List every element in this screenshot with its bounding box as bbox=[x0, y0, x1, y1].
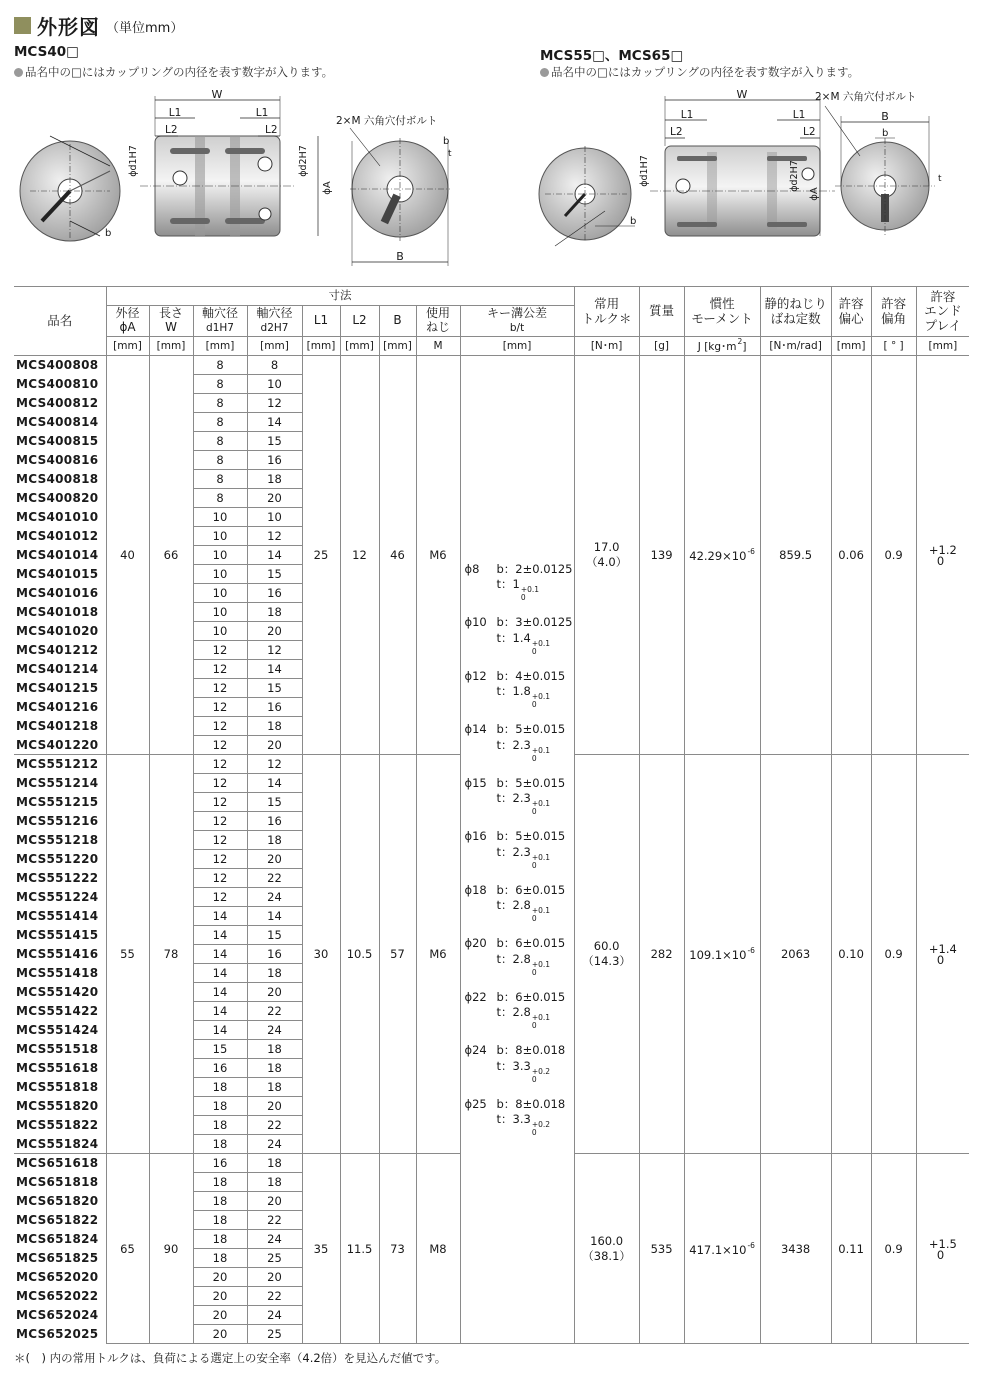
bore-d1: 10 bbox=[193, 546, 247, 565]
bore-d1: 12 bbox=[193, 812, 247, 831]
bore-d1: 10 bbox=[193, 603, 247, 622]
dim-l1: 25 bbox=[302, 356, 340, 755]
bore-d2: 22 bbox=[247, 1287, 302, 1306]
bore-d1: 14 bbox=[193, 945, 247, 964]
bore-d1: 16 bbox=[193, 1154, 247, 1173]
svg-text:t: t bbox=[938, 174, 942, 184]
bore-d2: 20 bbox=[247, 983, 302, 1002]
svg-text:ϕd2H7: ϕd2H7 bbox=[298, 145, 309, 177]
bore-d1: 18 bbox=[193, 1211, 247, 1230]
bore-d2: 18 bbox=[247, 470, 302, 489]
allowable-misalignment: 0.11 bbox=[831, 1154, 871, 1344]
bore-d1: 12 bbox=[193, 869, 247, 888]
bore-d2: 16 bbox=[247, 812, 302, 831]
key-tolerance-item: ϕ20 b：6±0.015 t：2.8 +0.1 0 bbox=[464, 936, 566, 977]
key-tolerance-item: ϕ10 b：3±0.0125 t：1.4 +0.1 0 bbox=[464, 615, 573, 656]
bore-d1: 12 bbox=[193, 717, 247, 736]
product-name: MCS401220 bbox=[14, 736, 106, 755]
bore-d2: 20 bbox=[247, 1192, 302, 1211]
bore-d1: 18 bbox=[193, 1249, 247, 1268]
product-name: MCS400815 bbox=[14, 432, 106, 451]
bore-d1: 8 bbox=[193, 432, 247, 451]
allowable-misalignment: 0.06 bbox=[831, 356, 871, 755]
bore-d2: 25 bbox=[247, 1325, 302, 1344]
product-name: MCS401015 bbox=[14, 565, 106, 584]
bore-d1: 18 bbox=[193, 1078, 247, 1097]
product-name: MCS652025 bbox=[14, 1325, 106, 1344]
bore-d1: 16 bbox=[193, 1059, 247, 1078]
key-tolerance-item: ϕ25 b：8±0.018 t：3.3 +0.2 0 bbox=[464, 1096, 566, 1138]
bore-d1: 12 bbox=[193, 641, 247, 660]
screw-size: M6 bbox=[416, 755, 460, 1154]
svg-text:2×M 六角穴付ボルト: 2×M 六角穴付ボルト bbox=[336, 115, 438, 127]
mcs55-65-drawing bbox=[535, 86, 990, 276]
bore-d1: 12 bbox=[193, 755, 247, 774]
torsional-stiffness: 2063 bbox=[760, 755, 831, 1154]
key-tolerance-item: ϕ14 b：5±0.015 t：2.3 +0.1 0 bbox=[464, 722, 566, 763]
bore-d2: 12 bbox=[247, 755, 302, 774]
bore-d2: 18 bbox=[247, 1173, 302, 1192]
unit-a: [mm] bbox=[106, 337, 149, 356]
bore-d1: 18 bbox=[193, 1097, 247, 1116]
header-square-icon bbox=[14, 17, 31, 34]
unit-mass: [g] bbox=[639, 337, 684, 356]
product-name: MCS652022 bbox=[14, 1287, 106, 1306]
unit-stiffness: [N･m/rad] bbox=[760, 337, 831, 356]
page-title: 外形図 bbox=[37, 14, 100, 39]
bore-d1: 12 bbox=[193, 736, 247, 755]
product-name: MCS651820 bbox=[14, 1192, 106, 1211]
bore-d2: 20 bbox=[247, 1097, 302, 1116]
bore-d1: 12 bbox=[193, 698, 247, 717]
bore-d1: 15 bbox=[193, 1040, 247, 1059]
footnote: ＊( ) 内の常用トルクは、負荷による選定上の安全率（4.2倍）を見込んだ値です。 bbox=[14, 1351, 447, 1365]
product-name: MCS551220 bbox=[14, 850, 106, 869]
col-mass: 質量 bbox=[639, 287, 684, 337]
dim-b: 73 bbox=[379, 1154, 416, 1344]
bore-d1: 20 bbox=[193, 1268, 247, 1287]
right-note: 品名中の□にはカップリングの内径を表す数字が入ります。 bbox=[540, 64, 859, 80]
bore-d2: 15 bbox=[247, 793, 302, 812]
product-name: MCS401214 bbox=[14, 660, 106, 679]
bore-d2: 14 bbox=[247, 660, 302, 679]
product-name: MCS551215 bbox=[14, 793, 106, 812]
product-name: MCS400820 bbox=[14, 489, 106, 508]
bore-d2: 20 bbox=[247, 622, 302, 641]
allowable-angle: 0.9 bbox=[871, 1154, 916, 1344]
col-d1: 軸穴径 d1H7 bbox=[193, 306, 247, 337]
allowable-misalignment: 0.10 bbox=[831, 755, 871, 1154]
product-name: MCS551224 bbox=[14, 888, 106, 907]
bore-d1: 10 bbox=[193, 584, 247, 603]
outer-diameter: 55 bbox=[106, 755, 149, 1154]
bore-d2: 10 bbox=[247, 508, 302, 527]
bore-d1: 14 bbox=[193, 1021, 247, 1040]
table-row bbox=[14, 356, 969, 375]
bore-d2: 22 bbox=[247, 1211, 302, 1230]
svg-text:L2: L2 bbox=[803, 126, 816, 138]
spec-table bbox=[14, 286, 969, 1344]
bore-d1: 8 bbox=[193, 451, 247, 470]
col-stiffness: 静的ねじり ばね定数 bbox=[760, 287, 831, 337]
bore-d1: 12 bbox=[193, 660, 247, 679]
rated-torque: 60.0 （14.3） bbox=[574, 755, 639, 1154]
product-name: MCS551414 bbox=[14, 907, 106, 926]
product-name: MCS400816 bbox=[14, 451, 106, 470]
col-l2: L2 bbox=[340, 306, 379, 337]
svg-text:L2: L2 bbox=[670, 126, 683, 138]
product-name: MCS401010 bbox=[14, 508, 106, 527]
bore-d1: 12 bbox=[193, 850, 247, 869]
allowable-end-play: +1.2 0 bbox=[916, 356, 969, 755]
bore-d1: 12 bbox=[193, 831, 247, 850]
bore-d2: 15 bbox=[247, 679, 302, 698]
bore-d2: 12 bbox=[247, 527, 302, 546]
unit-w: [mm] bbox=[149, 337, 193, 356]
unit-label: （単位mm） bbox=[106, 21, 184, 36]
product-name: MCS651824 bbox=[14, 1230, 106, 1249]
bore-d2: 18 bbox=[247, 1154, 302, 1173]
bore-d1: 14 bbox=[193, 1002, 247, 1021]
key-tolerance-item: ϕ8 b：2±0.0125 t：1 +0.1 0 bbox=[464, 561, 573, 603]
bore-d2: 24 bbox=[247, 1021, 302, 1040]
bore-d1: 12 bbox=[193, 793, 247, 812]
product-name: MCS551416 bbox=[14, 945, 106, 964]
product-name: MCS551415 bbox=[14, 926, 106, 945]
bore-d1: 20 bbox=[193, 1306, 247, 1325]
bore-d2: 24 bbox=[247, 1230, 302, 1249]
bore-d1: 14 bbox=[193, 964, 247, 983]
bore-d1: 12 bbox=[193, 679, 247, 698]
unit-ang: [ ° ] bbox=[871, 337, 916, 356]
product-name: MCS551818 bbox=[14, 1078, 106, 1097]
key-tolerance-cell bbox=[460, 356, 574, 1344]
bore-d1: 14 bbox=[193, 907, 247, 926]
unit-ecc: [mm] bbox=[831, 337, 871, 356]
product-name: MCS652020 bbox=[14, 1268, 106, 1287]
col-ang: 許容 偏角 bbox=[871, 287, 916, 337]
product-name: MCS651818 bbox=[14, 1173, 106, 1192]
bore-d2: 22 bbox=[247, 869, 302, 888]
bore-d2: 18 bbox=[247, 1040, 302, 1059]
product-name: MCS551218 bbox=[14, 831, 106, 850]
product-name: MCS401012 bbox=[14, 527, 106, 546]
dim-l2: 12 bbox=[340, 356, 379, 755]
bore-d1: 10 bbox=[193, 508, 247, 527]
product-name: MCS401216 bbox=[14, 698, 106, 717]
bore-d2: 25 bbox=[247, 1249, 302, 1268]
svg-text:L2: L2 bbox=[165, 124, 178, 136]
col-m: 使用 ねじ bbox=[416, 306, 460, 337]
product-name: MCS551418 bbox=[14, 964, 106, 983]
product-name: MCS551518 bbox=[14, 1040, 106, 1059]
bore-d2: 18 bbox=[247, 831, 302, 850]
product-name: MCS551424 bbox=[14, 1021, 106, 1040]
bore-d2: 22 bbox=[247, 1002, 302, 1021]
moment-of-inertia: $417.1\times 10^{-6}$ bbox=[684, 1154, 760, 1344]
bore-d2: 24 bbox=[247, 1306, 302, 1325]
product-name: MCS551822 bbox=[14, 1116, 106, 1135]
col-play: 許容 エンド プレイ bbox=[916, 287, 969, 337]
product-name: MCS551212 bbox=[14, 755, 106, 774]
col-a: 外径 ϕA bbox=[106, 306, 149, 337]
bore-d1: 18 bbox=[193, 1135, 247, 1154]
torsional-stiffness: 859.5 bbox=[760, 356, 831, 755]
bore-d1: 8 bbox=[193, 375, 247, 394]
bore-d2: 20 bbox=[247, 1268, 302, 1287]
svg-text:W: W bbox=[736, 88, 748, 101]
length: 78 bbox=[149, 755, 193, 1154]
bore-d2: 18 bbox=[247, 1059, 302, 1078]
bore-d1: 10 bbox=[193, 622, 247, 641]
product-name: MCS400808 bbox=[14, 356, 106, 375]
bore-d2: 15 bbox=[247, 565, 302, 584]
product-name: MCS551824 bbox=[14, 1135, 106, 1154]
unit-m: M bbox=[416, 337, 460, 356]
unit-play: [mm] bbox=[916, 337, 969, 356]
bore-d2: 14 bbox=[247, 546, 302, 565]
svg-text:t: t bbox=[448, 149, 452, 159]
key-tolerance-item: ϕ22 b：6±0.015 t：2.8 +0.1 0 bbox=[464, 989, 566, 1031]
rated-torque: 160.0 （38.1） bbox=[574, 1154, 639, 1344]
svg-text:L1: L1 bbox=[168, 107, 182, 119]
svg-text:b: b bbox=[443, 136, 450, 147]
bore-d2: 15 bbox=[247, 432, 302, 451]
product-name: MCS652024 bbox=[14, 1306, 106, 1325]
bore-d2: 14 bbox=[247, 907, 302, 926]
bore-d1: 10 bbox=[193, 565, 247, 584]
length: 66 bbox=[149, 356, 193, 755]
bore-d1: 14 bbox=[193, 983, 247, 1002]
bore-d1: 8 bbox=[193, 470, 247, 489]
product-name: MCS551618 bbox=[14, 1059, 106, 1078]
bore-d2: 24 bbox=[247, 1135, 302, 1154]
mass: 535 bbox=[639, 1154, 684, 1344]
product-name: MCS401218 bbox=[14, 717, 106, 736]
screw-size: M8 bbox=[416, 1154, 460, 1344]
svg-text:b: b bbox=[630, 216, 637, 227]
product-name: MCS651825 bbox=[14, 1249, 106, 1268]
bore-d2: 18 bbox=[247, 1078, 302, 1097]
torsional-stiffness: 3438 bbox=[760, 1154, 831, 1344]
product-name: MCS401212 bbox=[14, 641, 106, 660]
product-name: MCS551216 bbox=[14, 812, 106, 831]
svg-text:ϕd1H7: ϕd1H7 bbox=[639, 155, 650, 187]
unit-d1: [mm] bbox=[193, 337, 247, 356]
allowable-end-play: +1.4 0 bbox=[916, 755, 969, 1154]
bore-d2: 20 bbox=[247, 489, 302, 508]
unit-b: [mm] bbox=[379, 337, 416, 356]
product-name: MCS551820 bbox=[14, 1097, 106, 1116]
bullet-icon bbox=[540, 68, 549, 77]
bore-d1: 18 bbox=[193, 1173, 247, 1192]
svg-text:ϕd2H7: ϕd2H7 bbox=[789, 160, 800, 192]
right-model-name: MCS55□、MCS65□ bbox=[540, 48, 684, 64]
bore-d2: 8 bbox=[247, 356, 302, 375]
product-name: MCS551422 bbox=[14, 1002, 106, 1021]
dim-l1: 30 bbox=[302, 755, 340, 1154]
bore-d2: 16 bbox=[247, 451, 302, 470]
product-name: MCS401215 bbox=[14, 679, 106, 698]
bore-d1: 18 bbox=[193, 1116, 247, 1135]
svg-text:ϕA: ϕA bbox=[322, 181, 333, 195]
svg-text:b: b bbox=[882, 128, 889, 139]
key-tolerance-item: ϕ15 b：5±0.015 t：2.3 +0.1 0 bbox=[464, 775, 566, 817]
allowable-end-play: +1.5 0 bbox=[916, 1154, 969, 1344]
svg-text:2×M 六角穴付ボルト: 2×M 六角穴付ボルト bbox=[815, 91, 917, 103]
svg-text:L1: L1 bbox=[792, 109, 806, 121]
bore-d1: 8 bbox=[193, 489, 247, 508]
bore-d2: 15 bbox=[247, 926, 302, 945]
bore-d1: 14 bbox=[193, 926, 247, 945]
svg-text:L1: L1 bbox=[680, 109, 694, 121]
product-name: MCS551420 bbox=[14, 983, 106, 1002]
col-dims: 寸法 bbox=[106, 287, 574, 306]
dim-l2: 11.5 bbox=[340, 1154, 379, 1344]
mass: 139 bbox=[639, 356, 684, 755]
rated-torque: 17.0 （4.0） bbox=[574, 356, 639, 755]
bore-d2: 20 bbox=[247, 850, 302, 869]
product-name: MCS551214 bbox=[14, 774, 106, 793]
svg-text:L1: L1 bbox=[255, 107, 269, 119]
screw-size: M6 bbox=[416, 356, 460, 755]
product-name: MCS400818 bbox=[14, 470, 106, 489]
bore-d2: 12 bbox=[247, 641, 302, 660]
mass: 282 bbox=[639, 755, 684, 1154]
product-name: MCS400814 bbox=[14, 413, 106, 432]
unit-d2: [mm] bbox=[247, 337, 302, 356]
product-name: MCS400812 bbox=[14, 394, 106, 413]
svg-text:B: B bbox=[881, 110, 889, 123]
moment-of-inertia: $42.29\times 10^{-6}$ bbox=[684, 356, 760, 755]
svg-text:b: b bbox=[105, 228, 112, 239]
unit-key: [mm] bbox=[460, 337, 574, 356]
bore-d1: 12 bbox=[193, 888, 247, 907]
key-tolerance-item: ϕ18 b：6±0.015 t：2.8 +0.1 0 bbox=[464, 882, 566, 924]
length: 90 bbox=[149, 1154, 193, 1344]
product-name: MCS401020 bbox=[14, 622, 106, 641]
bore-d1: 8 bbox=[193, 394, 247, 413]
section-header bbox=[14, 12, 183, 38]
bore-d1: 18 bbox=[193, 1230, 247, 1249]
moment-of-inertia: $109.1\times 10^{-6}$ bbox=[684, 755, 760, 1154]
product-name: MCS651822 bbox=[14, 1211, 106, 1230]
left-model-name: MCS40□ bbox=[14, 44, 79, 60]
bore-d2: 20 bbox=[247, 736, 302, 755]
allowable-angle: 0.9 bbox=[871, 356, 916, 755]
product-name: MCS551222 bbox=[14, 869, 106, 888]
product-name: MCS401014 bbox=[14, 546, 106, 565]
dim-l1: 35 bbox=[302, 1154, 340, 1344]
bore-d2: 18 bbox=[247, 603, 302, 622]
left-note: 品名中の□にはカップリングの内径を表す数字が入ります。 bbox=[14, 64, 333, 80]
key-tolerance-item: ϕ24 b：8±0.018 t：3.3 +0.2 0 bbox=[464, 1043, 566, 1084]
bore-d1: 12 bbox=[193, 774, 247, 793]
bore-d1: 18 bbox=[193, 1192, 247, 1211]
bore-d2: 22 bbox=[247, 1116, 302, 1135]
bore-d2: 12 bbox=[247, 394, 302, 413]
col-w: 長さ W bbox=[149, 306, 193, 337]
svg-text:B: B bbox=[396, 250, 404, 263]
unit-torque: [N･m] bbox=[574, 337, 639, 356]
bore-d2: 18 bbox=[247, 964, 302, 983]
bore-d2: 24 bbox=[247, 888, 302, 907]
product-name: MCS401018 bbox=[14, 603, 106, 622]
bore-d2: 14 bbox=[247, 774, 302, 793]
col-name: 品名 bbox=[14, 287, 106, 356]
bore-d2: 18 bbox=[247, 717, 302, 736]
mcs40-drawing bbox=[10, 86, 460, 276]
svg-text:ϕd1H7: ϕd1H7 bbox=[128, 145, 139, 177]
key-tolerance-item: ϕ12 b：4±0.015 t：1.8 +0.1 0 bbox=[464, 668, 566, 710]
dim-b: 57 bbox=[379, 755, 416, 1154]
col-inertia: 慣性 モーメント bbox=[684, 287, 760, 337]
bore-d2: 14 bbox=[247, 413, 302, 432]
unit-l1: [mm] bbox=[302, 337, 340, 356]
bore-d2: 10 bbox=[247, 375, 302, 394]
svg-text:ϕA: ϕA bbox=[809, 187, 820, 201]
outer-diameter: 40 bbox=[106, 356, 149, 755]
unit-inertia: J [kg･$m^2$] bbox=[684, 337, 760, 356]
col-d2: 軸穴径 d2H7 bbox=[247, 306, 302, 337]
product-name: MCS400810 bbox=[14, 375, 106, 394]
col-l1: L1 bbox=[302, 306, 340, 337]
outer-diameter: 65 bbox=[106, 1154, 149, 1344]
allowable-angle: 0.9 bbox=[871, 755, 916, 1154]
bore-d1: 20 bbox=[193, 1325, 247, 1344]
product-name: MCS401016 bbox=[14, 584, 106, 603]
col-key: キー溝公差 b/t bbox=[460, 306, 574, 337]
col-torque: 常用 トルク＊ bbox=[574, 287, 639, 337]
svg-text:L2: L2 bbox=[265, 124, 278, 136]
bore-d2: 16 bbox=[247, 698, 302, 717]
unit-l2: [mm] bbox=[340, 337, 379, 356]
bore-d1: 8 bbox=[193, 356, 247, 375]
product-name: MCS651618 bbox=[14, 1154, 106, 1173]
bore-d1: 10 bbox=[193, 527, 247, 546]
bore-d2: 16 bbox=[247, 945, 302, 964]
bore-d2: 16 bbox=[247, 584, 302, 603]
col-ecc: 許容 偏心 bbox=[831, 287, 871, 337]
svg-text:W: W bbox=[211, 88, 223, 101]
dim-l2: 10.5 bbox=[340, 755, 379, 1154]
key-tolerance-item: ϕ16 b：5±0.015 t：2.3 +0.1 0 bbox=[464, 829, 566, 870]
dim-b: 46 bbox=[379, 356, 416, 755]
bore-d1: 20 bbox=[193, 1287, 247, 1306]
bore-d1: 8 bbox=[193, 413, 247, 432]
bullet-icon bbox=[14, 68, 23, 77]
col-b: B bbox=[379, 306, 416, 337]
